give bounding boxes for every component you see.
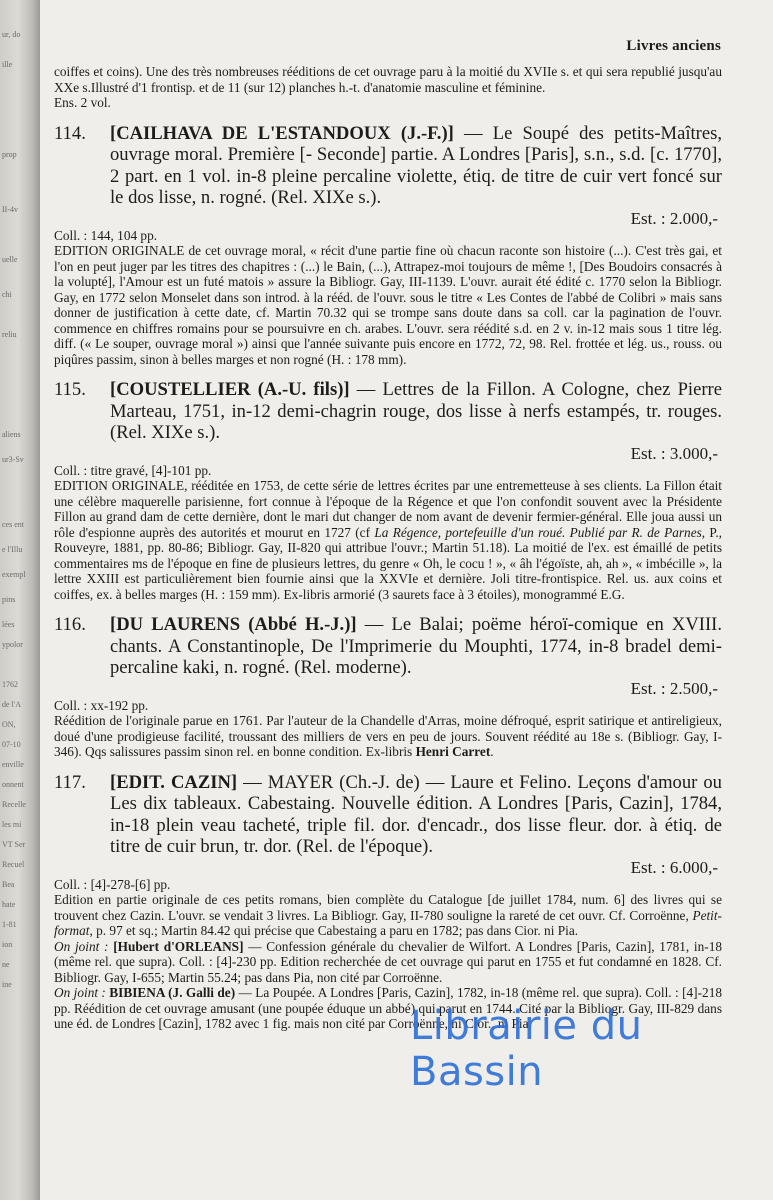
entry-author: [EDIT. CAZIN] [110,771,238,793]
entry-117 [54,772,722,1032]
joint-text: — Confession générale du chevalier de Wilfort. A Londres [Paris, Cazin], 1781, in-18 (même rel. que supra). Coll. : [4]-230 pp. Edition recherchée de cet ouvrage qui parut en 1755 et fut condamné en 1828. Cf. Bibliogr. Gay, I-655; Martin 55.24; pas dans Pia, non cité par Corroënne. [54,938,722,985]
entry-collation: Coll. : xx-192 pp. [54,697,149,713]
left-page-fragment: ces ent [2,520,24,529]
left-page-fragment: les mi [2,820,22,829]
left-page-fragment: aliens [2,430,21,439]
left-page-fragment: pins [2,595,16,604]
entry-estimate: Est. : 2.000,- [630,208,718,228]
left-page-fragment: ur3-Sv [2,455,24,464]
entry-heading [54,772,722,877]
left-page-fragment: 07-10 [2,740,21,749]
left-page-fragment: ille [2,60,13,69]
left-page-fragment: lées [2,620,15,629]
entry-collation: Coll. : titre gravé, [4]-101 pp. [54,462,212,478]
entry-collation: Coll. : [4]-278-[6] pp. [54,876,171,892]
left-page-fragment: exempl [2,570,26,579]
entry-number: 116. [54,614,86,635]
left-page-fragment: ine [2,980,12,989]
entry-note: EDITION ORIGINALE de cet ouvrage moral, « récit d'une partie fine où chacun raconte son histoire (...). C'est très gai, et l'on en peut juger par les titres des chapitres : (...) le Bain, (...), Attrapez-moi toujours de même !, [Des Boudoirs consacrés à la volupté], l'Amour est un futé matois » assure la Bibliogr. Gay, III-1139. L'ouvr. aurait été édité c. 1770 selon la Bibliogr. Gay, en 1772 selon Monselet dans son introd. à la rééd. de l'ouvr. sous le titre « Les Contes de l'abbé de Colibri » mais sans donner de justification à cette date, cf. Martin 70.32 qui se trompe sans doute dans sa coll. car la pagination de l'ouvr. commence en chiffres romains pour se poursuivre en ch. arabes. L'ouvr. sera réédité s.d. en 2 v. in-12 mais sous 1 titre lég. diff. (« Le souper, ouvrage moral ») ainsi que l'année suivante puis encore en 1772, 72, 98. Rel. frottée et lég. us., rouss. ou piqûres passim, sinon à belles marges et non rogné (H. : 178 mm). [54,243,722,367]
entry-author: [DU LAURENS (Abbé H.-J.)] [110,614,357,635]
catalogue-page [40,0,773,1200]
left-page-fragment: 1762 [2,680,18,689]
joint-author: [Hubert d'ORLEANS] [113,938,244,954]
entry-116 [54,614,722,760]
entry-number: 114. [54,122,86,144]
note-italic-title: Petit-format [54,907,722,938]
note-text: EDITION ORIGINALE, rééditée en 1753, de cette série de lettres écrites par une entremetteuse à ses clients. La Fillon était une célèbre maquerelle parisienne, fort connue à l'époque de la Régence et que l'on confondit souvent avec la Présidente Fillon au grand dam de cette dernière, dont le mari dut changer de nom avant de devenir fermier-général. Elle joua aussi un rôle d'espionne auprès des autorités et mourut en 1727 (cf [54,478,722,540]
left-page-fragment: ypolor [2,640,23,649]
left-page-fragment: ON, [2,720,16,729]
left-page-fragment: e l'Illu [2,545,23,554]
left-page-fragment: VT Ser [2,840,26,849]
entry-114 [54,123,722,368]
entry-note [54,892,722,939]
left-page-fragment: ur, do [2,30,21,39]
running-head: Livres anciens [626,38,721,54]
left-page-fragment: Bea [2,880,15,889]
adjacent-page-edge [0,0,40,1200]
watermark-logo: Librairie du Bassin [410,1003,643,1095]
continuation-text: coiffes et coins). Une des très nombreuses rééditions de cet ouvrage paru à la moitié du XVIIe s. et qui sera republié jusqu'au XXe s.Illustré d'1 frontisp. et de 11 (sur 12) planches h.-t. d'anatomie masculine et féminine. [54,64,722,95]
entry-number: 115. [54,379,86,400]
entry-title: — MAYER (Ch.-J. de) — Laure et Felino. Leçons d'amour ou Les dix tableaux. Cabestaing. Nouvelle édition. A Londres [Paris, Cazin], 1784, in-18 plein veau tacheté, triple fil. dor. d'encadr., dos lisse fleur. dor. à étiq. de titre de cuir brun, tr. dor. (Rel. de l'époque). [110,771,722,857]
entry-note [54,478,722,602]
note-text: Réédition de l'originale parue en 1761. Par l'auteur de la Chandelle d'Arras, moine défroqué, esprit satirique et antireligieux, doué d'une prodigieuse facilité, troussant des milliers de vers en peu de jours. Souvent réédité au 18e s. (Bibliogr. Gay, I-346). Qqs salissures passim sinon rel. en bonne condition. Ex-libris [54,713,722,759]
entry-title: — Le Soupé des petits-Maîtres, ouvrage moral. Première [- Seconde] partie. A Londres [Paris], s.n., s.d. [c. 1770], 2 part. en 1 vol. in-8 pleine percaline violette, étiq. de titre de cuir vert foncé sur le dos lisse, n. rogné. (Rel. XIXe s.). [110,122,722,208]
left-page-fragment: reliu [2,330,17,339]
joint-item-1 [54,939,722,986]
left-page-fragment: enville [2,760,24,769]
left-page-fragment: 1-81 [2,920,17,929]
left-page-fragment: prop [2,150,17,159]
left-page-fragment: de l'A [2,700,21,709]
left-page-fragment: II-4v [2,205,18,214]
joint-label: On joint : [54,938,109,954]
left-page-fragment: onnent [2,780,24,789]
entry-collation: Coll. : 144, 104 pp. [54,227,158,243]
note-text: , P., Rouveyre, 1881, pp. 80-86; Bibliogr. Gay, II-820 qui attribue l'ouvr.; Martin 51.18). La moitié de l'ex. est émaillé de petits commentaires ms de l'époque en fine de plusieurs lettres, du genre « Oh, le cocu ! », « âh l'égoïste, ah, ah », « imbécille », la lettre XXIII est particulièrement bien fournie ainsi que la XXVIe et dernière. Joli titre-frontispice. Rel. us. aux coins et coiffes, ex. à belles marges (H. : 159 mm). Ex-libris armorié (3 saurets face à 3 étoiles), monogrammé E.G. [54,524,722,602]
left-page-fragment: Recuel [2,860,25,869]
left-page-fragment: uelle [2,255,18,264]
entry-heading [54,379,722,463]
joint-text: — La Poupée. A Londres [Paris, Cazin], 1782, in-18 (même rel. que supra). Coll. : [4]-218 pp. Réédition de cet ouvrage amusant (une poupée éduque un abbé) qui parut en 1744. Cité par la Bibliogr. Gay, III-829 dans une éd. de Londres [Cazin], 1782 avec 1 fig. mais non cité par Corroënne, ni Cior., ni Pia. [54,985,722,1031]
joint-label: On joint : [54,985,106,1000]
entry-author: [COUSTELLIER (A.-U. fils)] [110,379,350,400]
entry-heading [54,614,722,698]
page-content [54,64,722,1032]
entry-title: — Lettres de la Fillon. A Cologne, chez Pierre Marteau, 1751, in-12 demi-chagrin rouge, dos lisse à nerfs estampés, tr. rouges. (Rel. XIXe s.). [110,379,722,443]
entry-estimate: Est. : 6.000,- [630,857,718,877]
note-text: Edition en partie originale de ces petits romans, bien complète du Catalogue [de juillet 1784, num. 6] des livres qui se trouvent chez Cazin. L'ouvr. se vendait 3 livres. La Bibliogr. Gay, II-780 souligne la rareté de cet ouvr. Cf. Corroënne, [54,892,722,923]
entry-note [54,713,722,760]
entry-title: — Le Balai; poëme héroï-comique en XVIII. chants. A Constantinople, De l'Imprimerie du Mouphti, 1774, in-8 bradel demi-percaline kaki, n. rogné. (Rel. moderne). [110,614,722,678]
left-page-fragment: hate [2,900,16,909]
left-page-fragment: ne [2,960,10,969]
left-page-fragment: chi [2,290,12,299]
left-page-fragment: ion [2,940,13,949]
entry-estimate: Est. : 3.000,- [630,443,718,463]
note-text: , p. 97 et sq.; Martin 84.42 qui précise que Cabestaing a paru en 1782; pas dans Cior. ni Pia. [89,923,579,938]
ex-libris-name: Henri Carret [415,744,491,759]
previous-entry-continuation [54,64,722,111]
note-text: . [490,744,494,759]
left-page-fragment: Recelle [2,800,26,809]
entry-author: [CAILHAVA DE L'ESTANDOUX (J.-F.)] [110,122,454,144]
note-italic-title: La Régence, portefeuille d'un roué. Publié par R. de Parnes [374,524,702,540]
entry-number: 117. [54,771,86,793]
joint-author: BIBIENA (J. Galli de) [109,985,236,1000]
entry-estimate: Est. : 2.500,- [630,678,718,698]
entry-heading [54,123,722,228]
continuation-ens: Ens. 2 vol. [54,95,111,110]
entry-115 [54,379,722,602]
